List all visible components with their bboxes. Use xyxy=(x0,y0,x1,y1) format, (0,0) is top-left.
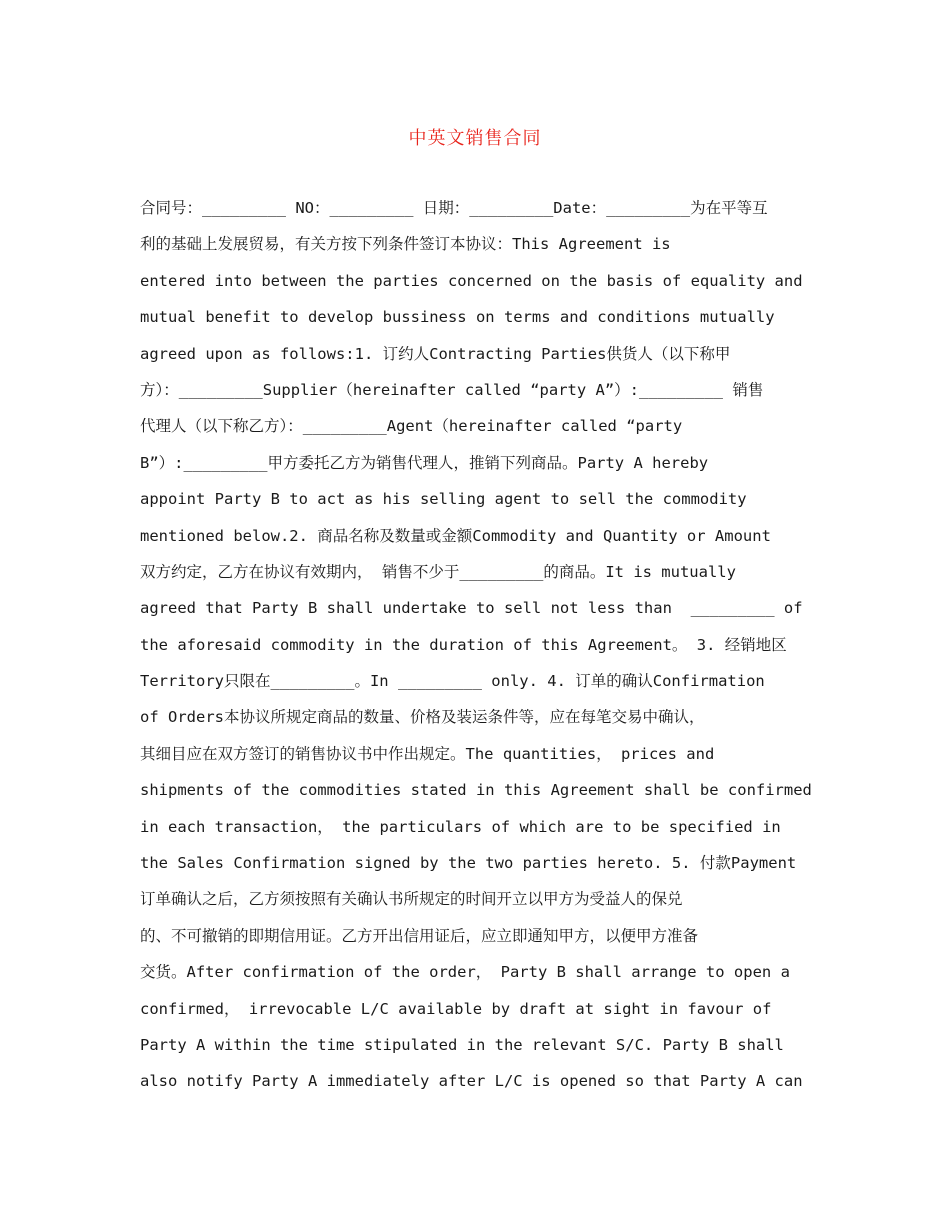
body-line: also notify Party A immediately after L/C is opened so that Party A can xyxy=(140,1072,803,1091)
body-line: the aforesaid commodity in the duration of this Agreement。 3. 经销地区 xyxy=(140,635,787,654)
body-line: in each transaction， the particulars of which are to be specified in xyxy=(140,817,781,836)
body-line: 订单确认之后，乙方须按照有关确认书所规定的时间开立以甲方为受益人的保兑 xyxy=(140,890,683,909)
body-line: 其细目应在双方签订的销售协议书中作出规定。The quantities， prices and xyxy=(140,744,715,763)
body-line: 利的基础上发展贸易，有关方按下列条件签订本协议：This Agreement is xyxy=(140,235,671,254)
body-line: agreed upon as follows:1. 订约人Contracting Parties供货人（以下称甲 xyxy=(140,344,731,363)
body-line: Territory只限在_________。In _________ only. 4. 订单的确认Confirmation xyxy=(140,672,765,691)
body-line: confirmed， irrevocable L/C available by draft at sight in favour of xyxy=(140,999,772,1018)
body-line: 方）：_________Supplier（hereinafter called “party A”）:_________ 销售 xyxy=(140,380,764,399)
body-line: the Sales Confirmation signed by the two parties hereto. 5. 付款Payment xyxy=(140,854,797,873)
body-line: 双方约定，乙方在协议有效期内， 销售不少于_________的商品。It is mutually xyxy=(140,562,736,581)
body-line: of Orders本协议所规定商品的数量、价格及装运条件等，应在每笔交易中确认， xyxy=(140,708,705,727)
body-line: entered into between the parties concerned on the basis of equality and xyxy=(140,271,803,290)
body-line: mentioned below.2. 商品名称及数量或金额Commodity and Quantity or Amount xyxy=(140,526,771,545)
body-line: agreed that Party B shall undertake to sell not less than _________ of xyxy=(140,599,803,618)
body-line: appoint Party B to act as his selling agent to sell the commodity xyxy=(140,490,747,509)
body-line: 的、不可撤销的即期信用证。乙方开出信用证后，应立即通知甲方，以便甲方准备 xyxy=(140,926,699,945)
body-line: 代理人（以下称乙方）：_________Agent（hereinafter called “party xyxy=(140,417,683,436)
body-line: B”）:_________甲方委托乙方为销售代理人，推销下列商品。Party A hereby xyxy=(140,453,709,472)
body-line: mutual benefit to develop bussiness on terms and conditions mutually xyxy=(140,308,775,327)
body-line: 交货。After confirmation of the order， Party B shall arrange to open a xyxy=(140,963,790,982)
contract-body xyxy=(140,190,820,1100)
body-line: Party A within the time stipulated in the relevant S/C. Party B shall xyxy=(140,1035,784,1054)
document-title: 中英文销售合同 xyxy=(408,128,542,149)
body-line: shipments of the commodities stated in this Agreement shall be confirmed xyxy=(140,781,812,800)
body-line: 合同号：_________ NO：_________ 日期：_________Date：_________为在平等互 xyxy=(140,199,768,217)
